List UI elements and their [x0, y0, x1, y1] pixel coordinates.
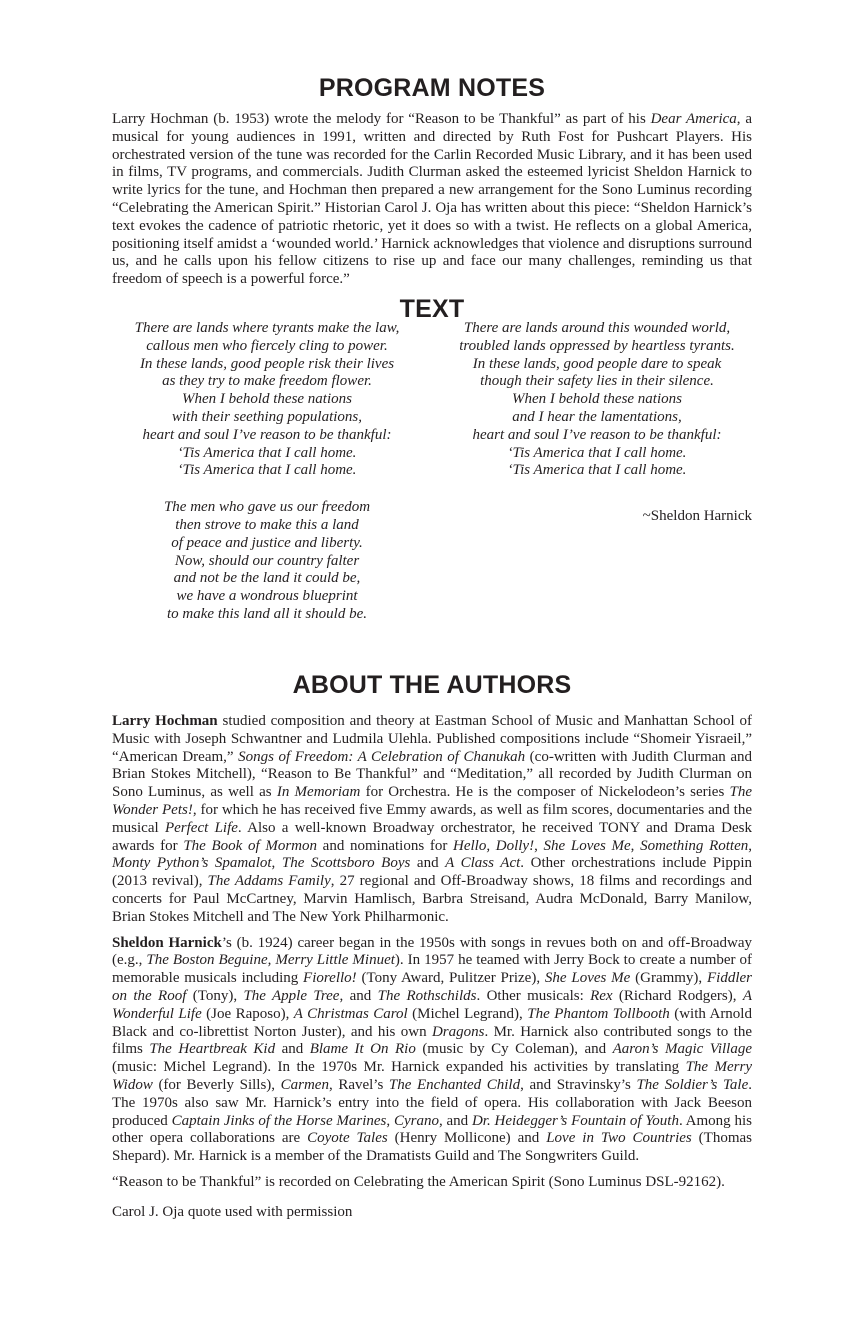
- bio-text: (Henry Mollicone) and: [387, 1130, 547, 1147]
- bio-text: , and Stravinsky’s: [520, 1076, 637, 1093]
- bio-text: , for which he has received five Emmy awards, as well as film scores, documentaries and the musical: [112, 801, 752, 836]
- lyrics-right-column: [442, 320, 752, 480]
- bio-text: (for Beverly Sills),: [152, 1076, 281, 1093]
- work-title: Dr. Heidegger’s Fountain of Youth: [471, 1112, 679, 1129]
- author-name: Sheldon Harnick: [112, 934, 222, 951]
- bio-text: (Tony Award, Pulitzer Prize),: [356, 970, 545, 987]
- bio-text: ). In 1957 he teamed with Jerry Bock to create a number of memorable musicals including: [112, 952, 752, 987]
- lyric-line: callous men who fiercely cling to power.: [146, 337, 388, 354]
- lyric-line: When I behold these nations: [182, 391, 352, 408]
- lyric-line: The men who gave us our freedom: [163, 499, 371, 516]
- lyric-line: we have a wondrous blueprint: [176, 588, 358, 605]
- work-title: In Memoriam: [276, 784, 361, 801]
- bio-text: , Ravel’s: [328, 1076, 389, 1093]
- work-title: The Enchanted Child: [388, 1076, 521, 1093]
- about-authors-heading: ABOUT THE AUTHORS: [292, 670, 572, 699]
- work-title: Hello, Dolly!: [453, 837, 535, 854]
- lyric-line: of peace and justice and liberty.: [171, 534, 363, 551]
- text-heading: TEXT: [399, 294, 465, 323]
- lyrics-left-column: [112, 320, 422, 624]
- hochman-bio: [112, 713, 752, 927]
- lyric-line: Now, should our country falter: [174, 552, 360, 569]
- bio-text: studied composition and theory at Eastman School of Music and Manhattan School of Music with Joseph Schwantner and Ludmila Ulehla. Published compositions include “Shomeir Yisraeil,” “American Dream,”: [112, 712, 752, 765]
- bio-text: for Orchestra. He is the composer of Nickelodeon’s series: [360, 784, 730, 801]
- bio-text: (music by Cy Coleman), and: [415, 1041, 613, 1058]
- lyric-line: then strove to make this a land: [175, 516, 359, 533]
- lyric-line: In these lands, good people dare to speak: [472, 355, 722, 372]
- lyric-line: ‘Tis America that I call home.: [177, 462, 357, 479]
- program-page: [112, 74, 752, 1221]
- bio-text: , and: [339, 987, 378, 1004]
- lyric-line: though their safety lies in their silence.: [480, 373, 714, 390]
- bio-text: , and: [438, 1112, 472, 1129]
- bio-text: and nominations for: [317, 837, 454, 854]
- work-title: The Merry Widow: [112, 1059, 752, 1093]
- bio-text: ,: [534, 837, 544, 854]
- work-title: She Loves Me: [544, 970, 631, 987]
- bio-text: and: [275, 1041, 310, 1058]
- lyric-line: heart and soul I’ve reason to be thankful:: [472, 426, 722, 443]
- bio-text: . Also a well-known Broadway orchestrator, he received TONY and Drama Desk awards for: [112, 819, 753, 854]
- program-notes-paragraph: [112, 111, 752, 289]
- bio-text: ,: [271, 855, 282, 872]
- bio-text: (Michel Legrand),: [407, 1005, 528, 1022]
- permission-note: Carol J. Oja quote used with permission: [112, 1203, 353, 1220]
- bio-text: ,: [630, 837, 641, 854]
- work-title: A Wonderful Life: [112, 987, 753, 1022]
- bio-text: ,: [748, 837, 752, 854]
- bio-text: . Other musicals:: [476, 987, 591, 1004]
- work-title: The Phantom Tollbooth: [527, 1005, 670, 1022]
- work-title: Captain Jinks of the Horse Marines: [171, 1112, 387, 1129]
- work-title: Songs of Freedom: A Celebration of Chanukah: [238, 748, 526, 765]
- work-title: Coyote Tales: [307, 1130, 388, 1147]
- work-title: Rex: [590, 987, 613, 1004]
- work-title: Fiorello!: [303, 970, 357, 987]
- bio-text: ’s (b. 1924) career began in the 1950s with songs in revues both on and off-Broadway (e.g.,: [112, 934, 753, 969]
- harnick-bio: [112, 935, 752, 1166]
- program-notes-text-1: Larry Hochman (b. 1953) wrote the melody for “Reason to be Thankful” as part of his: [112, 111, 651, 127]
- work-title: The Scottsboro Boys: [281, 855, 411, 872]
- bio-text: (co-written with Judith Clurman and Brian Stokes Mitchell), “Reason to Be Thankful” and “Meditation,” all recorded by Judith Clurman on Sono Luminus, as well as: [112, 748, 752, 801]
- lyric-line: troubled lands oppressed by heartless tyrants.: [459, 337, 735, 354]
- lyrics-left-stanza-2: [112, 499, 422, 624]
- lyric-line: to make this land all it should be.: [167, 605, 367, 622]
- program-notes-text-2: , a musical for young audiences in 1991, written and directed by Ruth Fost for Pushcart Players. His orchestrated version of the tune was recorded for the Carlin Recorded Music Library, and it has been used in films, TV programs, and commercials. Judith Clurman asked the esteemed lyricist Sheldon Harnick to write lyrics for the tune, and Hochman then prepared a new arrangement for the Sono Luminus recording “Celebrating the American Spirit.” Historian Carol J. Oja has written about this piece: “Sheldon Harnick’s text evokes the cadence of patriotic rhetoric, yet it does so with a twist. He reflects on a global America, positioning itself amidst a ‘wounded world.’ Harnick acknowledges that violence and disruptions surround us, and he calls upon his fellow citizens to rise up and face our many challenges, reminding us that freedom of speech is a powerful force.”: [112, 111, 753, 288]
- work-title: Something Rotten: [640, 837, 749, 854]
- work-title: A Class Act: [445, 855, 521, 872]
- lyric-line: heart and soul I’ve reason to be thankful:: [142, 426, 392, 443]
- work-title: The Rothschilds: [377, 987, 477, 1004]
- lyrics-right-stanza-1: [442, 320, 752, 480]
- lyric-line: In these lands, good people risk their lives: [139, 355, 395, 372]
- bio-text: (Tony),: [186, 987, 244, 1004]
- lyric-line: ‘Tis America that I call home.: [507, 444, 687, 461]
- bio-text: . The 1970s also saw Mr. Harnick’s entry into the field of opera. His collaboration with Jack Beeson produced: [112, 1076, 752, 1129]
- author-name: Larry Hochman: [112, 712, 218, 729]
- bio-text: (with Arnold Black and co-librettist Norton Juster), and his own: [112, 1005, 752, 1040]
- work-title: The Soldier’s Tale: [636, 1076, 749, 1093]
- work-title: Carmen: [280, 1076, 329, 1093]
- lyric-line: There are lands where tyrants make the law,: [134, 319, 400, 336]
- work-title: Monty Python’s Spamalot: [112, 855, 272, 872]
- work-title: The Addams Family: [207, 873, 331, 890]
- work-title: Cyrano: [393, 1112, 439, 1129]
- bio-text: . Other orchestrations include Pippin (2013 revival),: [112, 855, 752, 890]
- lyric-line: as they try to make freedom flower.: [162, 373, 372, 390]
- bio-text: (music: Michel Legrand). In the 1970s Mr. Harnick expanded his activities by translating: [112, 1059, 686, 1076]
- work-title: Blame It On Rio: [309, 1041, 416, 1058]
- lyric-line: ‘Tis America that I call home.: [177, 444, 357, 461]
- bio-text: (Thomas Shepard). Mr. Harnick is a member of the Dramatists Guild and The Songwriters Guild.: [112, 1130, 752, 1165]
- bio-text: (Richard Rodgers),: [612, 987, 743, 1004]
- work-title: The Book of Mormon: [183, 837, 317, 854]
- work-title: The Boston Beguine, Merry Little Minuet: [146, 952, 395, 969]
- work-title: Fiddler on the Roof: [112, 970, 752, 1004]
- work-title: The Heartbreak Kid: [149, 1041, 276, 1058]
- work-title: The Wonder Pets!: [112, 784, 752, 818]
- lyricist-signature: ~Sheldon Harnick: [642, 507, 752, 524]
- work-title: A Christmas Carol: [293, 1005, 408, 1022]
- bio-text: . Among his other opera collaborations are: [112, 1112, 752, 1147]
- lyrics-columns: [112, 320, 752, 660]
- work-title: She Loves Me: [543, 837, 631, 854]
- bio-text: ,: [386, 1112, 394, 1129]
- work-title: Perfect Life: [164, 819, 238, 836]
- program-notes-heading: PROGRAM NOTES: [318, 74, 546, 102]
- work-title: Aaron’s Magic Village: [612, 1041, 752, 1058]
- lyric-line: There are lands around this wounded world,: [463, 319, 731, 336]
- lyric-line: ‘Tis America that I call home.: [507, 462, 687, 479]
- work-title: Love in Two Countries: [546, 1130, 692, 1147]
- bio-text: . Mr. Harnick also contributed songs to the films: [112, 1023, 752, 1058]
- bio-text: , 27 regional and Off-Broadway shows, 18 films and recordings and concerts for Paul McCartney, Marvin Hamlisch, Barbra Streisand, Audra McDonald, Barry Manilow, Brian Stokes Mitchell and The New York Philharmonic.: [112, 873, 753, 925]
- lyrics-left-stanza-1: [112, 320, 422, 480]
- lyric-line: and not be the land it could be,: [173, 570, 361, 587]
- program-notes-title-dear-america: Dear America: [650, 111, 737, 127]
- bio-text: (Grammy),: [630, 970, 707, 987]
- lyric-line: When I behold these nations: [512, 391, 682, 408]
- work-title: Dragons: [431, 1023, 485, 1040]
- bio-text: (Joe Raposo),: [201, 1005, 294, 1022]
- bio-text: and: [410, 855, 446, 872]
- lyric-line: with their seething populations,: [172, 408, 362, 425]
- recording-note: “Reason to be Thankful” is recorded on Celebrating the American Spirit (Sono Luminus DSL-92162).: [112, 1173, 725, 1190]
- lyric-line: and I hear the lamentations,: [512, 408, 682, 425]
- work-title: The Apple Tree: [243, 987, 340, 1004]
